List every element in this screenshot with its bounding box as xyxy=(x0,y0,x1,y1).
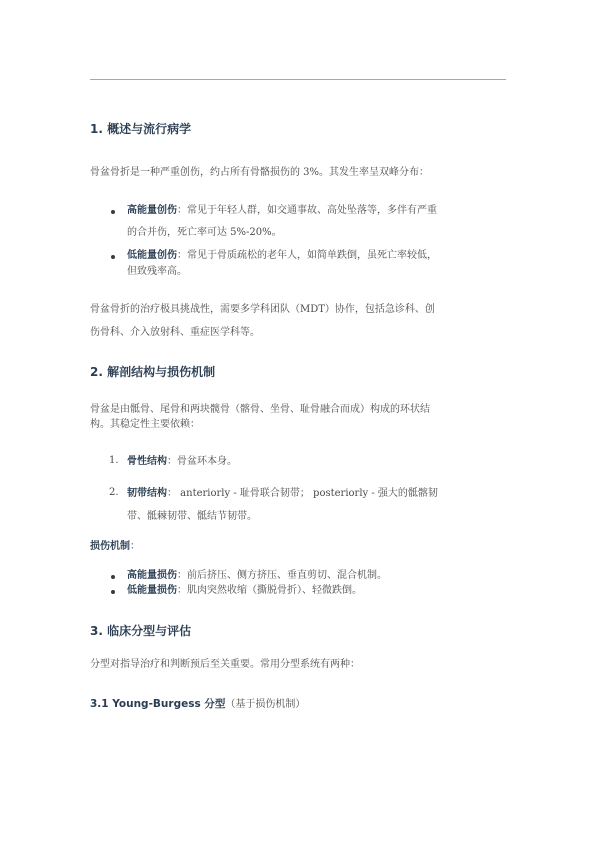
bony-structure-label: 骨性结构 xyxy=(127,456,167,467)
section-2-heading: 2. 解剖结构与损伤机制 xyxy=(90,365,216,379)
high-energy-line-1 xyxy=(127,204,437,218)
section-2-intro-1: 骨盆是由骶骨、尾骨和两块髋骨（髂骨、坐骨、耻骨融合而成）构成的环状结 xyxy=(90,404,430,415)
high-energy-mechanism-text: ：前后挤压、侧方挤压、垂直剪切、混合机制。 xyxy=(177,570,387,581)
subsection-3-1-note: （基于损伤机制） xyxy=(225,699,306,710)
bony-structure-item xyxy=(127,455,237,469)
low-energy-line-1 xyxy=(127,249,437,263)
section-1-intro: 骨盆骨折是一种严重创伤，约占所有骨骼损伤的 3%。其发生率呈双峰分布： xyxy=(90,167,430,178)
low-energy-mechanism-text: ：肌肉突然收缩（撕脱骨折）、轻微跌倒。 xyxy=(177,585,362,596)
top-divider xyxy=(90,79,506,80)
list-number: 2. xyxy=(109,487,119,498)
ligament-structure-line-2: 带、骶棘韧带、骶结节韧带。 xyxy=(127,511,257,522)
list-number: 1. xyxy=(109,455,119,466)
bullet-icon xyxy=(111,210,115,214)
ligament-structure-text: ： anteriorly - 耻骨联合韧带； posteriorly - 强大的骶髂韧 xyxy=(167,488,438,499)
low-energy-mechanism-label: 低能量损伤 xyxy=(127,585,177,596)
high-energy-label: 高能量创伤 xyxy=(127,205,177,216)
high-energy-mechanism-item xyxy=(127,569,387,583)
ligament-structure-item xyxy=(127,487,438,501)
low-energy-text: ：常见于骨质疏松的老年人，如简单跌倒，虽死亡率较低， xyxy=(177,250,437,261)
subsection-3-1-heading xyxy=(90,697,305,712)
section-1-heading: 1. 概述与流行病学 xyxy=(90,122,192,136)
section-3-heading: 3. 临床分型与评估 xyxy=(90,624,192,638)
mechanism-label: 损伤机制 xyxy=(90,541,130,552)
bony-structure-text: ：骨盆环本身。 xyxy=(167,456,237,467)
section-2-intro-2: 构。其稳定性主要依赖： xyxy=(90,419,200,430)
mdt-line-1: 骨盆骨折的治疗极具挑战性，需要多学科团队（MDT）协作，包括急诊科、创 xyxy=(90,304,435,315)
mdt-line-2: 伤骨科、介入放射科、重症医学科等。 xyxy=(90,327,260,338)
bullet-icon xyxy=(111,590,115,594)
section-3-intro: 分型对指导治疗和判断预后至关重要。常用分型系统有两种： xyxy=(90,659,360,670)
ligament-structure-label: 韧带结构 xyxy=(127,488,167,499)
low-energy-mechanism-item xyxy=(127,584,362,598)
high-energy-mechanism-label: 高能量损伤 xyxy=(127,570,177,581)
bullet-icon xyxy=(111,575,115,579)
mechanism-heading xyxy=(90,540,140,554)
mechanism-colon: ： xyxy=(130,541,140,552)
low-energy-line-2: 但致残率高。 xyxy=(127,266,187,277)
high-energy-line-2: 的合并伤，死亡率可达 5%-20%。 xyxy=(127,227,282,238)
high-energy-text: ：常见于年轻人群，如交通事故、高处坠落等，多伴有严重 xyxy=(177,205,437,216)
low-energy-label: 低能量创伤 xyxy=(127,250,177,261)
bullet-icon xyxy=(111,255,115,259)
subsection-3-1-title: 3.1 Young-Burgess 分型 xyxy=(90,698,226,710)
